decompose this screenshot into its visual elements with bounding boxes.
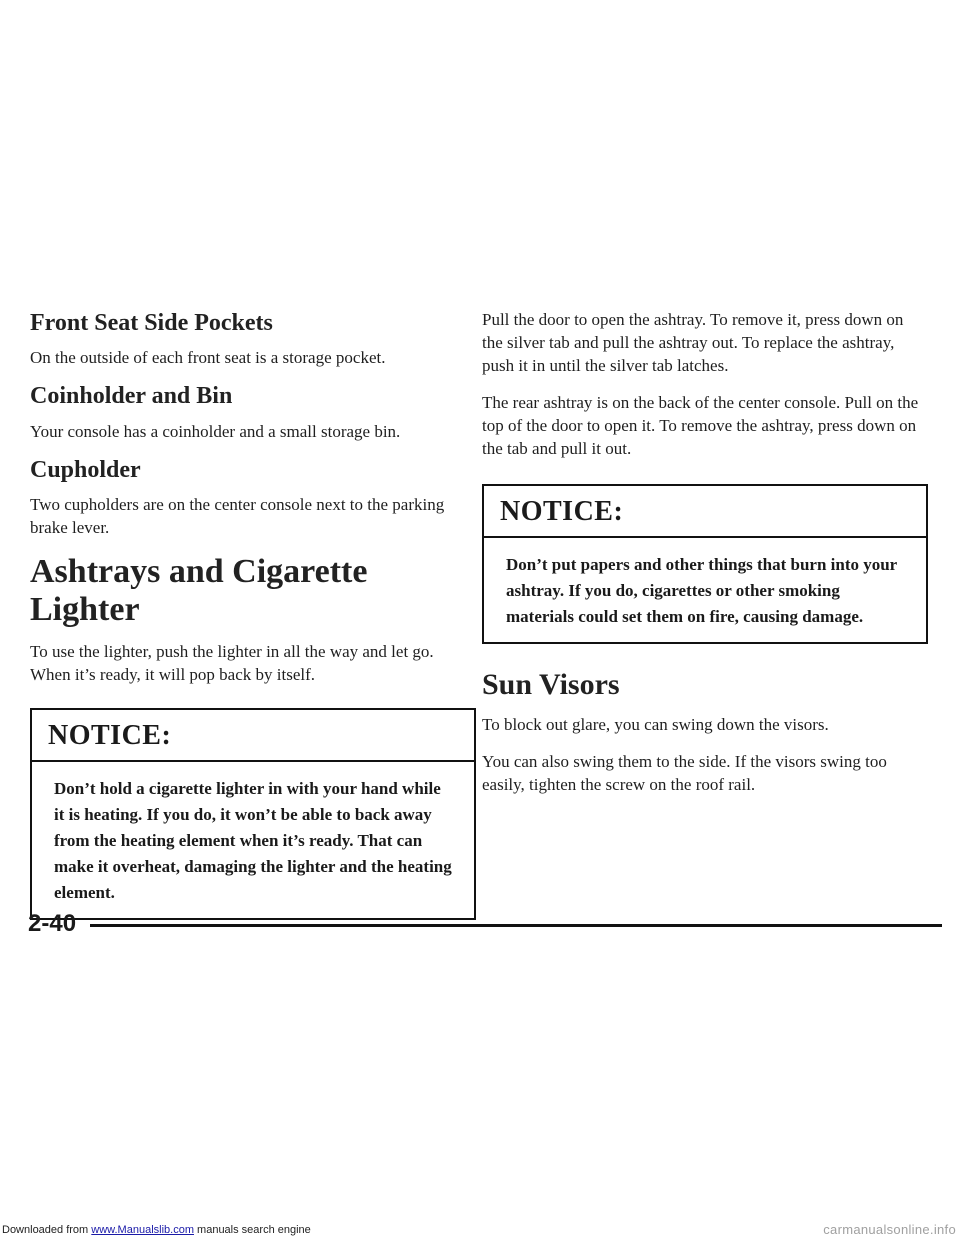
left-column xyxy=(30,310,476,920)
coinholder-text: Your console has a coinholder and a small storage bin. xyxy=(30,421,401,441)
manualslib-link[interactable]: www.Manualslib.com xyxy=(91,1224,194,1236)
lighter-notice-box xyxy=(30,708,476,920)
notice-title: NOTICE: xyxy=(32,710,474,762)
notice-text: Don’t put papers and other things that burn into your ashtray. If you do, cigarettes or other smoking materials could set them on fire, causing damage. xyxy=(506,555,897,626)
download-notice xyxy=(2,1224,311,1236)
page-number: 2-40 xyxy=(28,910,77,937)
front-seat-pockets-text: On the outside of each front seat is a storage pocket. xyxy=(30,348,386,368)
watermark: carmanualsonline.info xyxy=(823,1222,956,1237)
sun-visors-text-2: You can also swing them to the side. If the visors swing too easily, tighten the screw on the roof rail. xyxy=(482,752,887,794)
notice-title: NOTICE: xyxy=(484,486,926,538)
front-seat-pockets-heading: Front Seat Side Pockets xyxy=(30,310,273,336)
page-footer xyxy=(28,910,942,940)
rear-ashtray-text: The rear ashtray is on the back of the center console. Pull on the top of the door to open it. To remove the ashtray, press down on the tab and pull it out. xyxy=(482,393,919,458)
ashtray-door-text: Pull the door to open the ashtray. To remove it, press down on the silver tab and pull the ashtray out. To replace the ashtray, push it in until the silver tab latches. xyxy=(482,310,904,375)
sun-visors-heading: Sun Visors xyxy=(482,668,620,701)
ashtrays-heading: Ashtrays and Cigarette Lighter xyxy=(30,553,368,628)
coinholder-heading: Coinholder and Bin xyxy=(30,383,233,410)
ashtrays-text: To use the lighter, push the lighter in all the way and let go. When it’s ready, it will pop back by itself. xyxy=(30,641,434,684)
ashtray-notice-box xyxy=(482,484,928,644)
right-column xyxy=(482,308,928,810)
footer-rule xyxy=(90,924,942,927)
sun-visors-text-1: To block out glare, you can swing down the visors. xyxy=(482,715,829,734)
cupholder-heading: Cupholder xyxy=(30,456,141,483)
download-suffix: manuals search engine xyxy=(193,1224,311,1236)
notice-text: Don’t hold a cigarette lighter in with your hand while it is heating. If you do, it won’t be able to back away from the heating element when it’s ready. That can make it overheat, damaging the lighter and the heating element. xyxy=(54,778,452,902)
cupholder-text: Two cupholders are on the center console next to the parking brake lever. xyxy=(30,495,445,538)
download-prefix: Downloaded from xyxy=(2,1224,92,1236)
